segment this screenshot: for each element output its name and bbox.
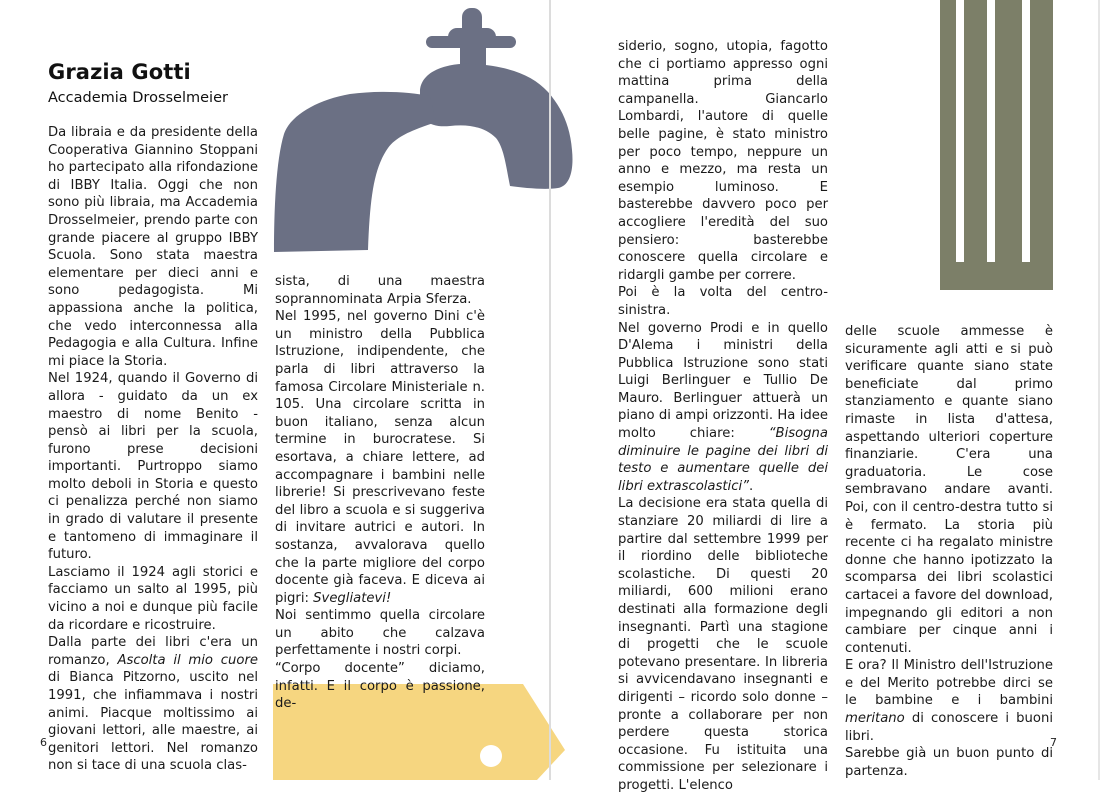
paragraph: delle scuole ammesse è sicuramente agli atti e si può verificare quante siano state beneficiate dal primo stanziamento e quante siano rimaste in lista d'attesa, aspettando ulteriori coperture finanziarie. C'era una graduatoria. Le cose sembravano andare avanti. Poi, con il centro-destra tutto si è fermato. La storia più recente ci ha regalato ministre donne che hanno ipotizzato la scomparsa dei libri scolastici cartacei a favore del download, impegnando gli editori a non cambiare per cinque anni i contenuti.: [845, 324, 1053, 656]
text-run: E ora? Il Ministro dell'Istruzione e del Merito potrebbe dirci se le bambine e i bambini: [845, 658, 1053, 709]
page-number-right: 7: [1050, 736, 1057, 749]
paragraph: Da libraia e da presidente della Cooperativa Giannino Stoppani ho partecipato alla rifondazione di IBBY Italia. Oggi che non sono più libraia, ma Accademia Drosselmeier, prendo parte con grande piacere al gruppo IBBY Scuola. Sono stata maestra elementare per dieci anni e sono pedagogista. Mi appassiona anche la politica, che vedo interconnessa alla Pedagogia e alla Cultura. Infine mi piace la Storia.: [48, 125, 258, 369]
text-run: di conoscere i buoni libri.: [845, 711, 1053, 744]
paragraph: [845, 657, 1053, 745]
paragraph: Poi è la volta del centro-sinistra.: [618, 285, 828, 318]
text-column-1: [48, 124, 258, 775]
paragraph: sista, di una maestra soprannominata Arpia Sferza.: [275, 274, 485, 307]
emphasis: meritano: [845, 711, 905, 727]
quotation: “Bisogna diminuire le pagine dei libri di testo e aumentare quelle dei libri extrascolastici”: [618, 426, 828, 494]
text-column-2: [275, 273, 485, 713]
paragraph: “Corpo docente” diciamo, infatti. E il corpo è passione, de-: [275, 661, 485, 712]
text-run: Dalla parte dei libri c'era un romanzo,: [48, 635, 258, 668]
text-column-4: [845, 323, 1053, 780]
paragraph: siderio, sogno, utopia, fagotto che ci portiamo appresso ogni mattina prima della campanella. Giancarlo Lombardi, l'autore di quelle belle pagine, è stato ministro per poco tempo, neppure un anno e mezzo, ma resta un esempio luminoso. E basterebbe davvero poco per accogliere l'eredità del suo pensiero: basterebbe conoscere quella circolare e ridargli gambe per correre.: [618, 39, 828, 283]
book-title: Ascolta il mio cuore: [117, 652, 258, 668]
text-run: .: [748, 478, 754, 494]
paragraph: Lasciamo il 1924 agli storici e facciamo un salto al 1995, più vicino a noi e dunque più facile da ricordare e ricostruire.: [48, 564, 258, 633]
page-number-left: 6: [40, 736, 47, 749]
text-column-3: [618, 38, 828, 795]
emphasis: Svegliatevi!: [313, 590, 392, 606]
paragraph: [275, 308, 485, 607]
faucet-illustration: [270, 0, 590, 260]
page-gutter: [549, 0, 551, 780]
article-subtitle: Accademia Drosselmeier: [48, 90, 228, 106]
paragraph: [618, 320, 828, 496]
text-run: Nel 1995, nel governo Dini c'è un ministro della Pubblica Istruzione, indipendente, che parla di libri attraverso la famosa Circolare Ministeriale n. 105. Una circolare scritta in buon italiano, senza alcun termine in burocratese. Si esortava, a chiare lettere, ad accompagnare i bambini nelle librerie! Si prescrivevano feste del libro a scuola e si suggeriva di invitare autrici e autori. In sostanza, avvalorava quello che la parte migliore del corpo docente già faceva. E diceva ai pigri:: [275, 309, 485, 606]
paragraph: Sarebbe già un buon punto di partenza.: [845, 746, 1053, 779]
paragraph: Noi sentimmo quella circolare un abito che calzava perfettamente i nostri corpi.: [275, 608, 485, 659]
article-title: Grazia Gotti: [48, 60, 191, 84]
fork-illustration: [940, 0, 1055, 290]
paragraph: [48, 634, 258, 775]
paragraph: Nel 1924, quando il Governo di allora - guidato da un ex maestro di nome Benito - pensò ai libri per la scuola, furono prese decisioni importanti. Purtroppo siamo molto deboli in Storia e questo ci penalizza perché non siamo in grado di valutare il presente e tantomeno di immaginare il futuro.: [48, 371, 258, 563]
paragraph: La decisione era stata quella di stanziare 20 miliardi di lire a partire dal settembre 1999 per il riordino delle biblioteche scolastiche. Di questi 20 miliardi, 600 milioni erano destinati alla formazione degli insegnanti. Partì una stagione di progetti che le scuole potevano presentare. In libreria si avvicendavano insegnanti e dirigenti – ricordo solo donne – pronte a collaborare per non perdere questa storica occasione. Fu istituita una commissione per selezionare i progetti. L'elenco: [618, 496, 828, 793]
text-run: Nel governo Prodi e in quello D'Alema i ministri della Pubblica Istruzione sono stati Luigi Berlinguer e Tullio De Mauro. Berlinguer attuerà un piano di ampi orizzonti. Ha idee molto chiare:: [618, 320, 828, 442]
text-run: di Bianca Pitzorno, uscito nel 1991, che infiammava i nostri animi. Piacque moltissimo ai giovani lettori, alle maestre, ai genitori lettori. Nel romanzo non si tace di una scuola clas-: [48, 670, 258, 774]
